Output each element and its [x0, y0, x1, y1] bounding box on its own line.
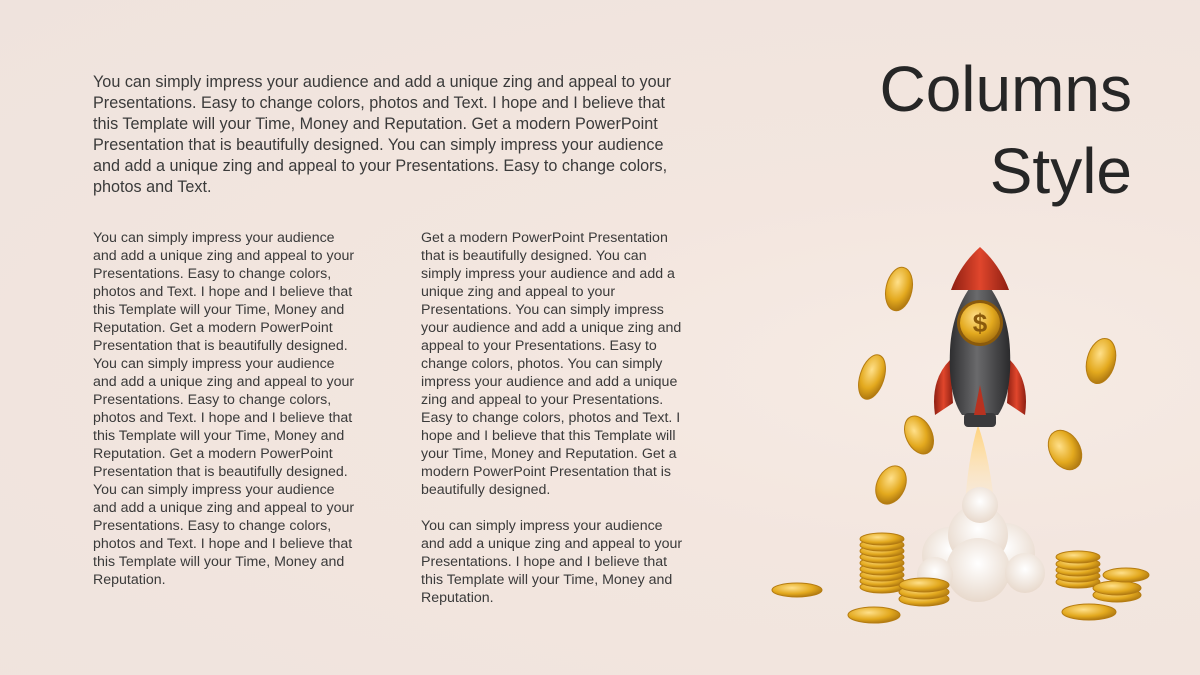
slide-title: [712, 48, 1132, 212]
column-right-paragraph-2: You can simply impress your audience and add a unique zing and appeal to your Presentations. I hope and I believe that this Template will your Time, Money and Reputation.: [421, 518, 683, 606]
title-line-1: Columns: [879, 53, 1132, 125]
rocket-illustration: [760, 235, 1180, 635]
column-right-paragraph-1: Get a modern PowerPoint Presentation that is beautifully designed. You can simply impress your audience and add a unique zing and appeal to your Presentations. You can simply impress your audience and add a unique zing and appeal to your Presentations. Easy to change colors, photos. You can simply impress your audience and add a unique zing and appeal to your Presentations. Easy to change colors, photos and Text. I hope and I believe that this Template will your Time, Money and Reputation. Get a modern PowerPoint Presentation that is beautifully designed.: [421, 230, 682, 498]
intro-paragraph: You can simply impress your audience and add a unique zing and appeal to your Presentations. Easy to change colors, photos and Text. I hope and I believe that this Template will your Time, Money and Reputation. Get a modern PowerPoint Presentation that is beautifully designed. You can simply impress your audience and add a unique zing and appeal to your Presentations. Easy to change colors, photos and Text.: [93, 73, 672, 196]
rocket-icon: [934, 247, 1026, 427]
column-right: [421, 229, 687, 607]
title-line-2: Style: [989, 135, 1132, 207]
column-left-text: You can simply impress your audience and add a unique zing and appeal to your Presentations. Easy to change colors, photos and Text. I hope and I believe that this Template will your Time, Money and Reputation. Get a modern PowerPoint Presentation that is beautifully designed. You can simply impress your audience and add a unique zing and appeal to your Presentations. Easy to change colors, photos and Text. I hope and I believe that this Template will your Time, Money and Reputation. Get a modern PowerPoint Presentation that is beautifully designed. You can simply impress your audience and add a unique zing and appeal to your Presentations. Easy to change colors, photos and Text. I hope and I believe that this Template will your Time, Money and Reputation.: [93, 230, 355, 588]
svg-text:$: $: [972, 308, 988, 338]
